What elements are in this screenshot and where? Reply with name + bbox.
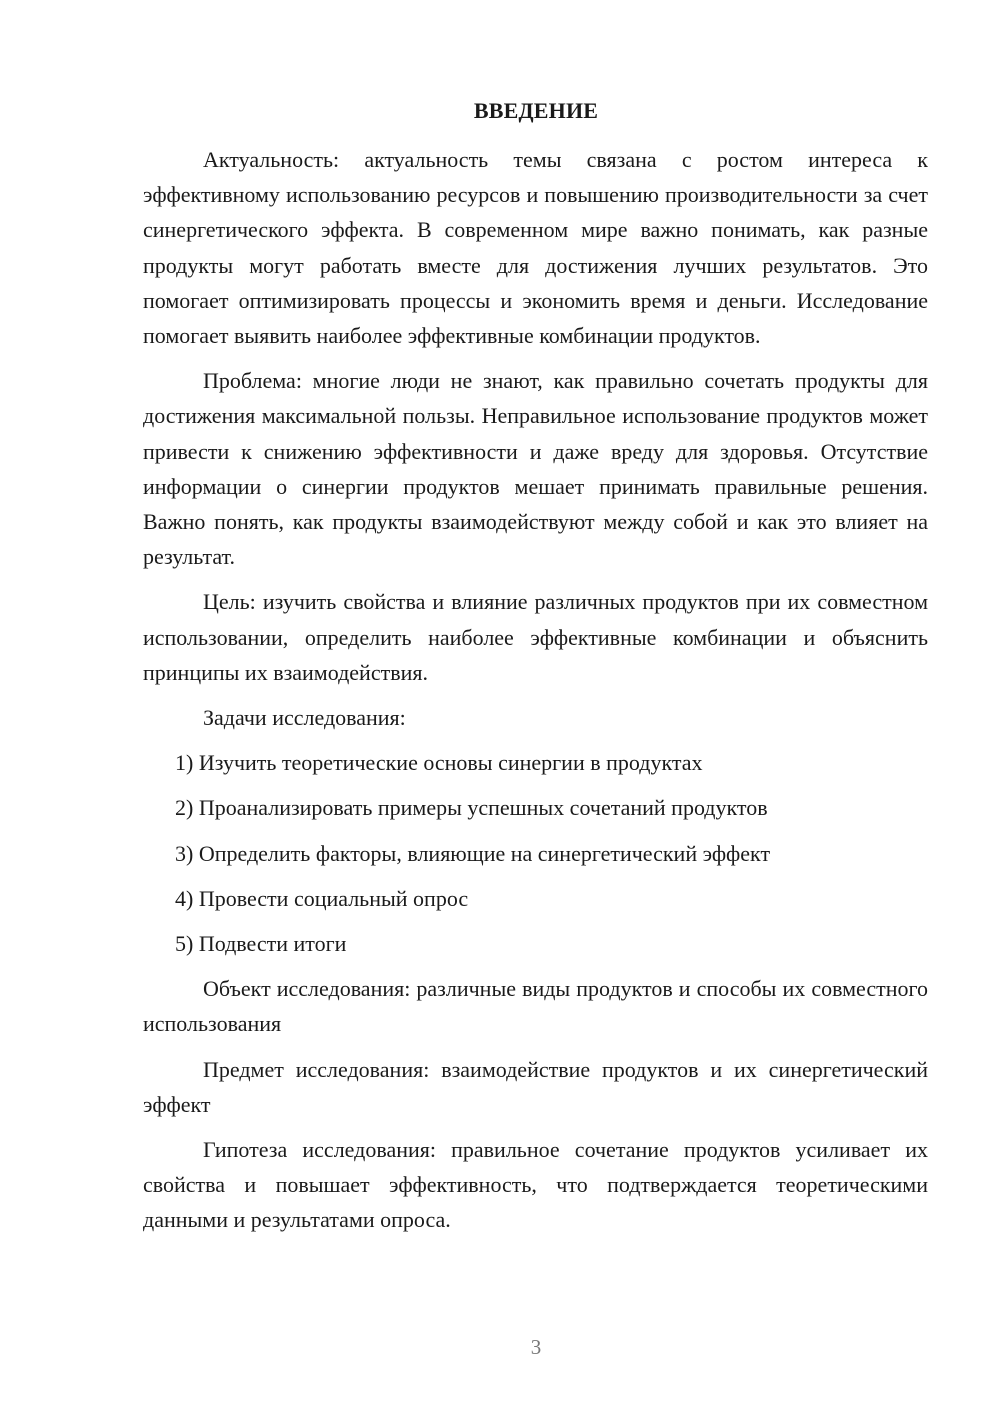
paragraph-subject: Предмет исследования: взаимодействие продуктов и их синергетический эффект (143, 1056, 928, 1117)
paragraph-tasks-label: Задачи исследования: (203, 705, 406, 731)
body-text (143, 142, 928, 1248)
list-item: 4) Провести социальный опрос (175, 885, 469, 911)
section-heading: ВВЕДЕНИЕ (473, 98, 599, 123)
page-number: 3 (530, 1335, 542, 1359)
list-item: 2) Проанализировать примеры успешных сочетаний продуктов (175, 795, 768, 821)
paragraph-goal: Цель: изучить свойства и влияние различных продуктов при их совместном использовании, определить наиболее эффективные комбинации и объяснить принципы их взаимодействия. (143, 589, 928, 685)
list-item: 1) Изучить теоретические основы синергии в продуктах (175, 750, 703, 776)
paragraph-object: Объект исследования: различные виды продуктов и способы их совместного использования (143, 976, 928, 1037)
paragraph-problem: Проблема: многие люди не знают, как правильно сочетать продукты для достижения максимальной пользы. Неправильное использование продуктов может привести к снижению эффективности и даже вреду для здоровья. Отсутствие информации о синергии продуктов мешает принимать правильные решения. Важно понять, как продукты взаимодействуют между собой и как это влияет на результат. (143, 368, 928, 570)
paragraph-relevance: Актуальность: актуальность темы связана с ростом интереса к эффективному использованию ресурсов и повышению производительности за счет синергетического эффекта. В современном мире важно понимать, как разные продукты могут работать вместе для достижения лучших результатов. Это помогает оптимизировать процессы и экономить время и деньги. Исследование помогает выявить наиболее эффективные комбинации продуктов. (143, 147, 928, 349)
paragraph-hypothesis: Гипотеза исследования: правильное сочетание продуктов усиливает их свойства и повышает эффективность, что подтверждается теоретическими данными и результатами опроса. (143, 1137, 928, 1233)
list-item: 5) Подвести итоги (175, 931, 347, 957)
task-list (143, 745, 928, 961)
list-item: 3) Определить факторы, влияющие на синергетический эффект (175, 840, 771, 866)
